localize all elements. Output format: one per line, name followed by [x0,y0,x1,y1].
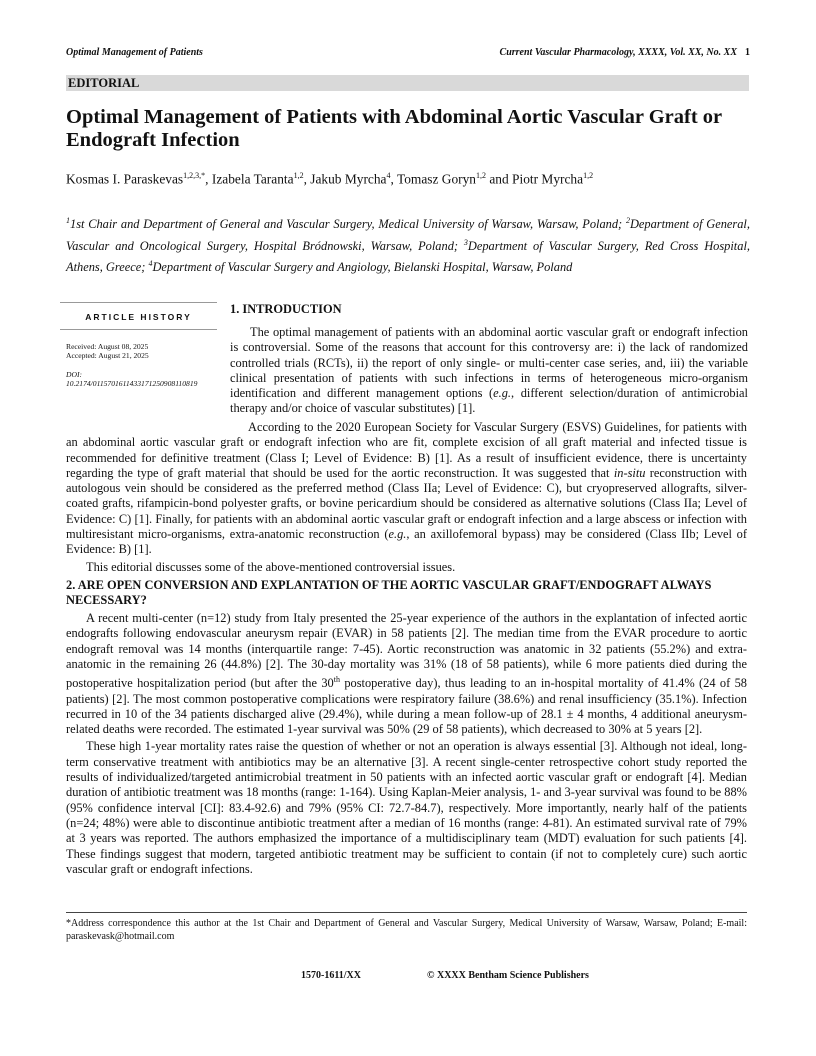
affiliation-sup: 2 [625,216,630,225]
running-header [66,47,750,61]
author-affiliation-sup: 1,2 [583,171,594,180]
paragraph: These high 1-year mortality rates raise the question of whether or not an operation is always essential [3]. Although not ideal, long-term conservative treatment with antibiotics may be an alternative [3]. A recent single-center retrospective cohort study reported the results of individualized/targeted antimicrobial treatment in 50 patients with an infected aortic vascular graft or endograft [4]. Median duration of antibiotic treatment was 18 months (range: 1-164). Using Kaplan-Meier analysis, 1- and 3-year survival was found to be 88% (95% confidence interval [CI]: 83.4-92.6) and 79% (95% CI: 72.7-84.7), respectively. More importantly, nearly half of the patients (n=24; 48%) were able to discontinue antibiotic treatment after a median of 16 months (range: 4-81). An estimated survival rate of 79% at 3 years was reported. The authors emphasized the importance of a multidisciplinary team (MDT) evaluation for such patients [4]. These findings suggest that modern, targeted antibiotic treatment may be sufficient to contain (if not to completely cure) such aortic vascular graft or endograft infections. [66,739,747,876]
affiliation-text: Department of Vascular Surgery, Red Cross Hospital, Athens, Greece; [66,238,750,275]
author-affiliation-sup: 4 [386,171,391,180]
doi-link[interactable]: 10.2174/0115701611433171250908110819 [66,379,198,389]
affiliations [66,212,750,277]
accepted-date: Accepted: August 21, 2025 [66,351,149,361]
author-name: Izabela Taranta [211,171,294,187]
paragraph: The optimal management of patients with an abdominal aortic vascular graft or endograft infection is controversial. Some of the reasons that account for this controversy are: i) the lack of randomized controlled trials (RCTs), ii) the report of only single- or multi-center case series, and, iii) the variable clinical presentation of patients with such infections in terms of heterogeneous micro-organism identification and different management options (e.g., different selection/duration of antimicrobial therapy and/or choice of vascular substitutes) [1]. [230,325,748,416]
publisher-copyright: © XXXX Bentham Science Publishers [427,970,589,981]
article-history-title: ARTICLE HISTORY [85,312,192,322]
author-list [66,167,750,188]
author-affiliation-sup: 1,2 [476,171,486,180]
affiliation-sup: 3 [463,237,468,247]
section-heading: 1. INTRODUCTION [230,302,342,316]
author-affiliation-sup: 1,2 [293,171,304,180]
correspondence-footnote: *Address correspondence this author at the 1st Chair and Department of General and Vascular Surgery, Medical University of Warsaw, Warsaw, Poland; E-mail: paraskevask@hotmail.com [66,918,747,942]
author-separator: and [486,171,513,187]
received-date: Received: August 08, 2025 [66,342,149,351]
doi-label: DOI: [66,369,83,379]
affiliation-text: Department of Vascular Surgery and Angiology, Bielanski Hospital, Warsaw, Poland [152,260,573,275]
affiliation-sup: 1 [66,216,70,225]
introduction-column [230,302,748,417]
author-affiliation-sup: 1,2,3,* [183,171,206,180]
section-heading: 2. ARE OPEN CONVERSION AND EXPLANTATION OF THE AORTIC VASCULAR GRAFT/ENDOGRAFT ALWAYS NECESSARY? [66,577,712,607]
affiliation-sup: 4 [148,259,153,269]
article-title: Optimal Management of Patients with Abdominal Aortic Vascular Graft or Endograft Infection [66,106,722,151]
page-number: 1 [745,47,750,58]
author-separator: , [390,171,397,187]
article-history-box [60,302,217,389]
article-history-meta [60,342,217,389]
author-separator: , [205,171,212,187]
article-type-band: EDITORIAL [66,75,749,91]
running-header-left: Optimal Management of Patients [66,47,203,58]
author-name: Kosmas I. Paraskevas [66,171,184,187]
divider [60,329,217,330]
author-separator: , [303,171,311,187]
author-name: Tomasz Goryn [396,171,476,187]
main-body [66,420,747,877]
author-name: Piotr Myrcha [512,171,584,187]
affiliation-text: Department of General, Vascular and Oncological Surgery, Hospital Bródnowski, Warsaw, Poland; [66,217,750,253]
journal-citation: Current Vascular Pharmacology, XXXX, Vol. XX, No. XX [499,47,737,58]
paragraph: According to the 2020 European Society for Vascular Surgery (ESVS) Guidelines, for patients with an abdominal aortic vascular graft or endograft infection who are fit, complete excision of all graft material and infected tissue is recommended for definitive treatment (Class I; Level of Evidence: B) [1]. As a result of insufficient evidence, there is uncertainty regarding the type of graft material that should be used for the aortic reconstruction. It was suggested that in-situ reconstruction with autologous vein should be considered as the preferred method (Class IIa; Level of Evidence: C), but cryopreserved allografts, silver-coated grafts, rifampicin-bond polyester grafts, or bovine pericardium should be considered as alternative solutions (Class IIa; Level of Evidence: C) [1]. Finally, for patients with an abdominal aortic vascular graft or endograft infection and a large abscess or infection with multiresistant micro-organisms, extra-anatomic reconstruction (e.g., an axillofemoral bypass) may be considered (Class IIb; Level of Evidence: B) [1]. [66,420,747,557]
author-name: Jakub Myrcha [310,171,387,187]
paragraph: This editorial discusses some of the above-mentioned controversial issues. [86,559,456,574]
paragraph: A recent multi-center (n=12) study from Italy presented the 25-year experience of the authors in the explantation of infected aortic endografts following endovascular aneurysm repair (EVAR) in 58 patients [2]. The median time from the EVAR procedure to aortic endograft removal was 14 months (interquartile range: 7-45). Aortic reconstruction was anatomic in 32 patients (55.2%) and extra-anatomic in the remaining 26 (44.8%) [2]. The 30-day mortality was 31% (18 of 58 patients), while 6 more patients died during the postoperative hospitalization period (but after the 30th postoperative day), thus leading to an in-hospital mortality of 41.4% (24 of 58 patients) [2]. The most common postoperative complications were respiratory failure (38.6%) and renal insufficiency (35.1%). Infection recurred in 10 of the 34 patients discharged alive (29.4%), while during a mean follow-up of 28.1 ± 4 months, 4 additional aneurysm-related deaths were recorded. The estimated 1-year survival was 50% (29 of 58 patients), which decreased to 30% at 5 years [2]. [66,610,748,737]
affiliation-text: 1st Chair and Department of General and Vascular Surgery, Medical University of Warsaw, Warsaw, Poland; [70,217,626,232]
footnote-divider [66,912,747,913]
issn: 1570-1611/XX [301,970,361,981]
running-header-right [500,47,750,58]
